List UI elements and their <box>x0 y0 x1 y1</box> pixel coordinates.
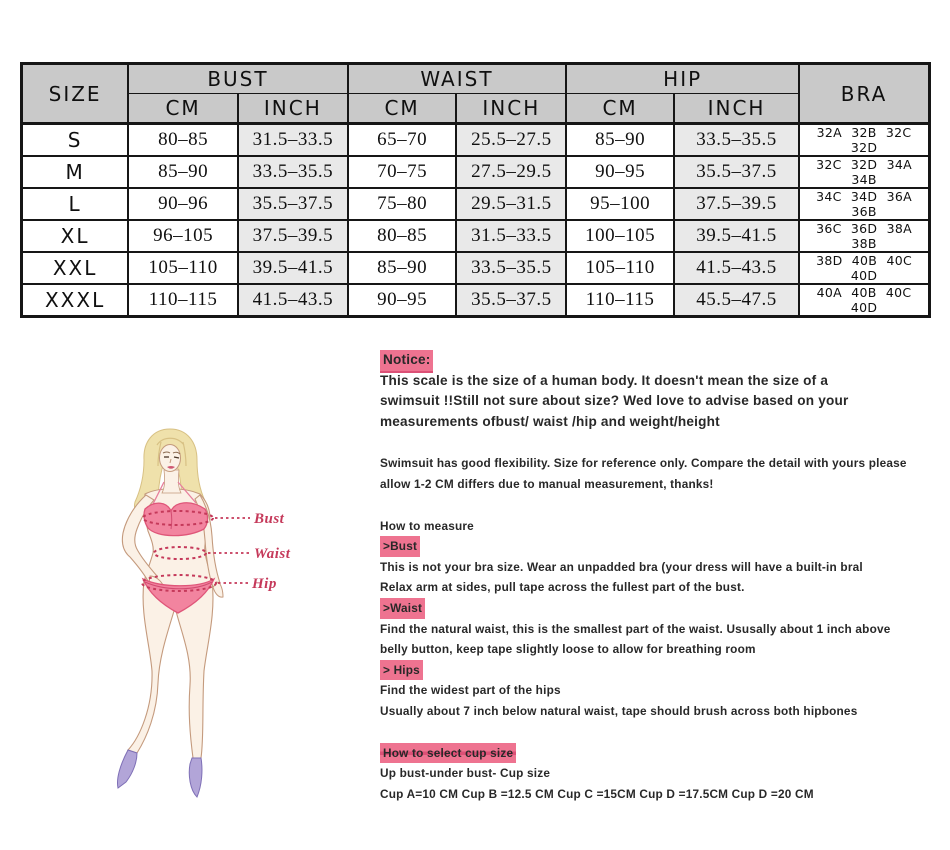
bikini-top <box>144 503 208 536</box>
size-chart-section <box>20 62 931 318</box>
cup-size-heading: How to select cup size <box>380 743 516 764</box>
cell-hip-cm: 105–110 <box>566 252 674 284</box>
header-bust-cm: CM <box>128 94 238 124</box>
cell-waist-inch: 27.5–29.5 <box>456 156 566 188</box>
cell-bust-inch: 33.5–35.5 <box>238 156 348 188</box>
notice-text-line: swimsuit !!Still not sure about size? Wed love to advise based on your <box>380 393 849 409</box>
header-hip-cm: CM <box>566 94 674 124</box>
cell-bust-cm: 110–115 <box>128 284 238 317</box>
waist-text-line: belly button, keep tape slightly loose to allow for breathing room <box>380 642 756 657</box>
cell-waist-inch: 29.5–31.5 <box>456 188 566 220</box>
cell-hip-cm: 110–115 <box>566 284 674 317</box>
cell-bra: 34C 34D 36A 36B <box>799 188 929 220</box>
cup-size-text-line: Cup A=10 CM Cup B =12.5 CM Cup C =15CM Cup D =17.5CM Cup D =20 CM <box>380 786 814 801</box>
cell-bra: 40A 40B 40C 40D <box>799 284 929 317</box>
hips-heading-line <box>380 660 935 681</box>
header-hip-inch: INCH <box>674 94 799 124</box>
cell-hip-inch: 41.5–43.5 <box>674 252 799 284</box>
measurement-figure <box>100 425 330 820</box>
bust-heading-line <box>380 536 935 557</box>
right-shoe-icon <box>189 758 202 797</box>
header-bust-inch: INCH <box>238 94 348 124</box>
cell-hip-cm: 85–90 <box>566 124 674 157</box>
hip-label: Hip <box>252 576 277 592</box>
table-row <box>22 252 930 284</box>
cell-bust-cm: 85–90 <box>128 156 238 188</box>
hips-heading: > Hips <box>380 660 423 681</box>
bust-text-line: This is not your bra size. Wear an unpadded bra (your dress will have a built-in bral <box>380 559 863 574</box>
cell-hip-cm: 90–95 <box>566 156 674 188</box>
cell-waist-cm: 65–70 <box>348 124 457 157</box>
neck <box>162 470 181 493</box>
cell-waist-cm: 90–95 <box>348 284 457 317</box>
how-to-measure-heading: How to measure <box>380 518 474 533</box>
flexibility-text-line: Swimsuit has good flexibility. Size for reference only. Compare the detail with yours please <box>380 456 907 471</box>
left-shoe-icon <box>117 750 137 788</box>
cell-hip-cm: 100–105 <box>566 220 674 252</box>
cell-waist-inch: 33.5–35.5 <box>456 252 566 284</box>
waist-label: Waist <box>254 546 291 562</box>
cell-bust-inch: 35.5–37.5 <box>238 188 348 220</box>
cell-bra: 32A 32B 32C 32D <box>799 124 929 157</box>
cell-bra: 32C 32D 34A 34B <box>799 156 929 188</box>
size-table-header <box>22 64 930 124</box>
table-row <box>22 156 930 188</box>
cell-bra: 36C 36D 38A 38B <box>799 220 929 252</box>
cell-hip-inch: 33.5–35.5 <box>674 124 799 157</box>
waist-heading: >Waist <box>380 598 425 619</box>
cell-waist-cm: 75–80 <box>348 188 457 220</box>
size-chart-table <box>20 62 931 318</box>
hips-text-line: Find the widest part of the hips <box>380 683 561 698</box>
cell-waist-cm: 70–75 <box>348 156 457 188</box>
cell-waist-inch: 35.5–37.5 <box>456 284 566 317</box>
notice-text-line: measurements ofbust/ waist /hip and weight/height <box>380 413 720 429</box>
bust-label: Bust <box>254 511 285 527</box>
cup-size-text-line: Up bust-under bust- Cup size <box>380 766 551 781</box>
cell-bust-cm: 80–85 <box>128 124 238 157</box>
flexibility-text-line: allow 1-2 CM differs due to manual measurement, thanks! <box>380 476 714 491</box>
cell-bust-inch: 41.5–43.5 <box>238 284 348 317</box>
cell-size: XL <box>22 220 129 252</box>
cell-bust-inch: 39.5–41.5 <box>238 252 348 284</box>
cell-size: XXXL <box>22 284 129 317</box>
table-row <box>22 220 930 252</box>
cell-bust-inch: 37.5–39.5 <box>238 220 348 252</box>
header-waist-cm: CM <box>348 94 457 124</box>
notice-heading: Notice: <box>380 350 433 371</box>
cell-waist-cm: 85–90 <box>348 252 457 284</box>
cell-waist-inch: 31.5–33.5 <box>456 220 566 252</box>
cell-hip-inch: 37.5–39.5 <box>674 188 799 220</box>
cell-waist-inch: 25.5–27.5 <box>456 124 566 157</box>
table-row <box>22 124 930 157</box>
header-size: SIZE <box>22 64 129 124</box>
cell-hip-inch: 35.5–37.5 <box>674 156 799 188</box>
cell-waist-cm: 80–85 <box>348 220 457 252</box>
cell-hip-inch: 39.5–41.5 <box>674 220 799 252</box>
hips-text-line: Usually about 7 inch below natural waist, tape should brush across both hipbones <box>380 703 858 718</box>
bust-heading: >Bust <box>380 536 420 557</box>
waist-text-line: Find the natural waist, this is the smallest part of the waist. Ususally about 1 inch above <box>380 621 891 636</box>
header-waist: WAIST <box>348 64 567 94</box>
header-waist-inch: INCH <box>456 94 566 124</box>
header-hip: HIP <box>566 64 799 94</box>
cup-size-heading-line <box>380 743 935 764</box>
measurement-guide <box>380 350 935 804</box>
cell-size: L <box>22 188 129 220</box>
figure-sketch-svg <box>100 425 330 820</box>
header-bra: BRA <box>799 64 929 124</box>
cell-size: XXL <box>22 252 129 284</box>
notice-heading-line <box>380 350 935 371</box>
table-row <box>22 284 930 317</box>
cell-bust-cm: 90–96 <box>128 188 238 220</box>
cell-hip-inch: 45.5–47.5 <box>674 284 799 317</box>
size-table-body <box>22 124 930 317</box>
cell-bust-cm: 105–110 <box>128 252 238 284</box>
waist-heading-line <box>380 598 935 619</box>
cell-hip-cm: 95–100 <box>566 188 674 220</box>
cell-bust-inch: 31.5–33.5 <box>238 124 348 157</box>
bust-text-line: Relax arm at sides, pull tape across the fullest part of the bust. <box>380 580 745 595</box>
cell-size: S <box>22 124 129 157</box>
header-bust: BUST <box>128 64 348 94</box>
notice-text-line: This scale is the size of a human body. It doesn't mean the size of a <box>380 372 829 388</box>
table-row <box>22 188 930 220</box>
cell-bust-cm: 96–105 <box>128 220 238 252</box>
cell-size: M <box>22 156 129 188</box>
cell-bra: 38D 40B 40C 40D <box>799 252 929 284</box>
